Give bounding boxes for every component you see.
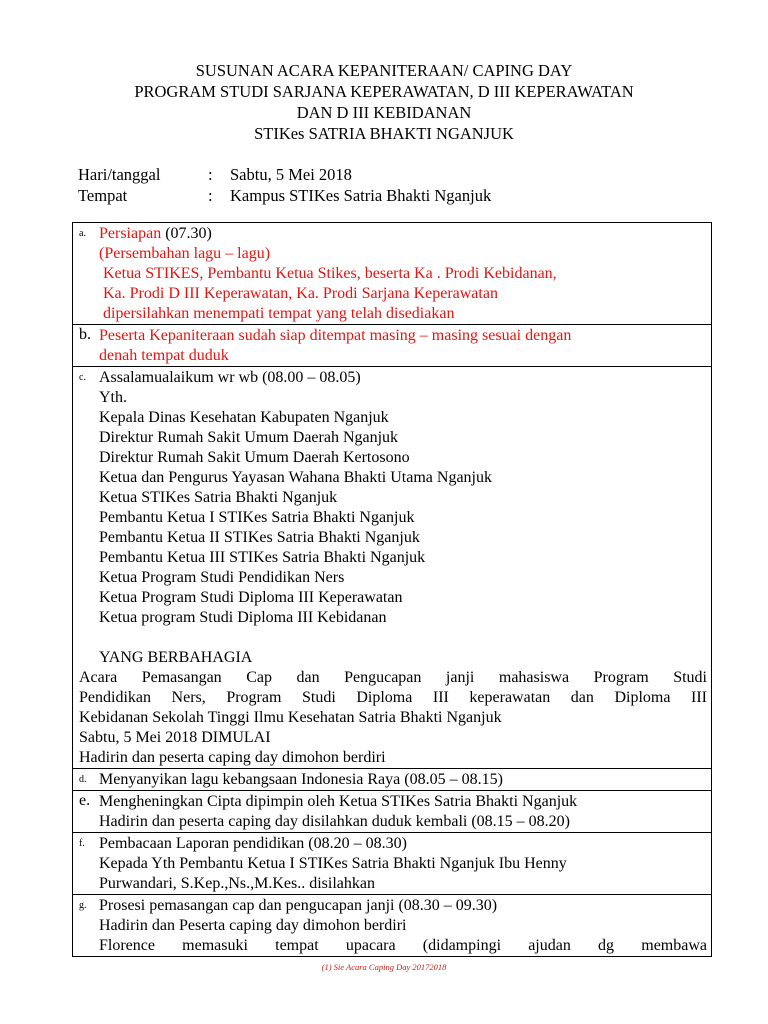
event-info <box>78 164 491 206</box>
section-c-line: Direktur Rumah Sakit Umum Daerah Kertosono <box>99 449 410 466</box>
place-row <box>78 185 491 206</box>
section-a-line: (Persembahan lagu – lagu) <box>99 245 271 262</box>
section-c-line: Ketua program Studi Diploma III Kebidanan <box>99 609 387 626</box>
section-e-line: Hadirin dan peserta caping day disilahkan duduk kembali (08.15 – 08.20) <box>99 813 570 830</box>
title-line-2: PROGRAM STUDI SARJANA KEPERAWATAN, D III KEPERAWATAN <box>134 82 634 101</box>
section-marker: a. <box>79 228 86 239</box>
place-label: Tempat <box>78 186 128 205</box>
honored-heading: YANG BERBAHAGIA <box>99 649 253 666</box>
section-marker: d. <box>79 774 87 785</box>
section-c-line: Pembantu Ketua II STIKes Satria Bhakti Nganjuk <box>99 529 420 546</box>
section-a-line: Ketua STIKES, Pembantu Ketua Stikes, beserta Ka . Prodi Kebidanan, <box>103 265 557 282</box>
section-g-line: Hadirin dan Peserta caping day dimohon berdiri <box>99 917 407 934</box>
section-a-title: Persiapan <box>99 225 162 242</box>
date-row <box>78 164 491 185</box>
section-a-line: dipersilahkan menempati tempat yang telah disediakan <box>103 305 455 322</box>
agenda-section-g <box>73 895 712 957</box>
section-marker: f. <box>79 838 85 849</box>
agenda-section-a <box>73 223 712 325</box>
date-value: Sabtu, 5 Mei 2018 <box>230 165 352 184</box>
section-c-paragraph-line: Kebidanan Sekolah Tinggi Ilmu Kesehatan Satria Bhakti Nganjuk <box>79 709 502 726</box>
section-f-line: Pembacaan Laporan pendidikan (08.20 – 08.30) <box>99 835 407 852</box>
section-marker: b. <box>79 326 91 343</box>
section-a-time: (07.30) <box>161 225 212 242</box>
section-c-line: Ketua STIKes Satria Bhakti Nganjuk <box>99 489 338 506</box>
agenda-table <box>72 222 712 957</box>
document-title <box>0 60 768 144</box>
place-colon: : <box>208 186 213 205</box>
section-b-line: Peserta Kepaniteraan sudah siap ditempat masing – masing sesuai dengan <box>99 327 572 344</box>
section-b-line: denah tempat duduk <box>99 347 229 364</box>
section-marker: g. <box>79 900 87 911</box>
agenda-section-f <box>73 833 712 895</box>
section-e-line: Mengheningkan Cipta dipimpin oleh Ketua STIKes Satria Bhakti Nganjuk <box>99 793 578 810</box>
section-c-line: Pembantu Ketua I STIKes Satria Bhakti Nganjuk <box>99 509 415 526</box>
title-line-4: STIKes SATRIA BHAKTI NGANJUK <box>254 124 514 143</box>
section-g-line: Florence memasuki tempat upacara (didampingi ajudan dg membawa <box>99 937 707 954</box>
agenda-section-b <box>73 325 712 367</box>
section-a-line: Ka. Prodi D III Keperawatan, Ka. Prodi Sarjana Keperawatan <box>103 285 498 302</box>
section-c-line: Yth. <box>99 389 127 406</box>
section-c-paragraph-line: Pendidikan Ners, Program Studi Diploma III keperawatan dan Diploma III <box>79 689 707 706</box>
agenda-section-e <box>73 791 712 833</box>
section-c-line: Pembantu Ketua III STIKes Satria Bhakti Nganjuk <box>99 549 426 566</box>
section-c-after-line: Sabtu, 5 Mei 2018 DIMULAI <box>79 729 271 746</box>
section-c-line: Assalamualaikum wr wb (08.00 – 08.05) <box>99 369 361 386</box>
section-c-line: Kepala Dinas Kesehatan Kabupaten Nganjuk <box>99 409 389 426</box>
place-value: Kampus STIKes Satria Bhakti Nganjuk <box>230 186 492 205</box>
section-d-line: Menyanyikan lagu kebangsaan Indonesia Raya (08.05 – 08.15) <box>99 771 503 788</box>
section-c-line: Ketua Program Studi Pendidikan Ners <box>99 569 345 586</box>
section-f-line: Purwandari, S.Kep.,Ns.,M.Kes.. disilahkan <box>99 875 375 892</box>
agenda-section-c <box>73 367 712 769</box>
section-f-line: Kepada Yth Pembantu Ketua I STIKes Satria Bhakti Nganjuk Ibu Henny <box>99 855 567 872</box>
section-c-paragraph-line: Acara Pemasangan Cap dan Pengucapan janji mahasiswa Program Studi <box>79 669 707 686</box>
section-marker: c. <box>79 372 86 383</box>
date-colon: : <box>208 165 213 184</box>
section-g-line: Prosesi pemasangan cap dan pengucapan janji (08.30 – 09.30) <box>99 897 498 914</box>
section-marker: e. <box>79 792 91 809</box>
agenda-section-d <box>73 769 712 791</box>
date-label: Hari/tanggal <box>78 165 161 184</box>
section-c-after-line: Hadirin dan peserta caping day dimohon berdiri <box>79 749 386 766</box>
section-c-line: Direktur Rumah Sakit Umum Daerah Nganjuk <box>99 429 399 446</box>
title-line-3: DAN D III KEBIDANAN <box>296 103 472 122</box>
section-c-line: Ketua dan Pengurus Yayasan Wahana Bhakti Utama Nganjuk <box>99 469 492 486</box>
title-line-1: SUSUNAN ACARA KEPANITERAAN/ CAPING DAY <box>195 61 573 80</box>
section-c-line: Ketua Program Studi Diploma III Keperawatan <box>99 589 403 606</box>
page-footer: (1) Sie Acara Caping Day 20172018 <box>321 962 447 972</box>
